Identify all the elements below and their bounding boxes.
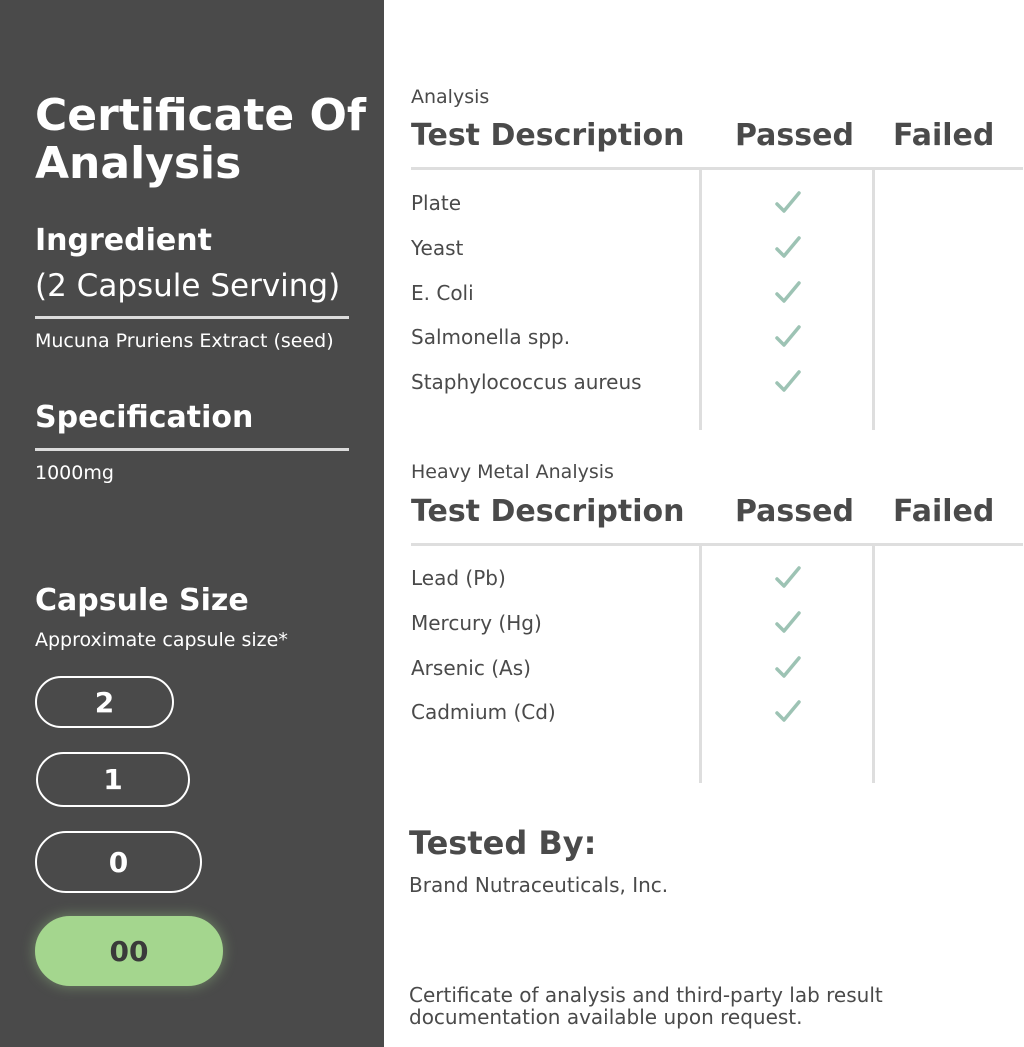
- capsule-size-heading: Capsule Size: [35, 583, 249, 618]
- analysis-header-test: Test Description: [411, 118, 685, 153]
- specification-heading: Specification: [35, 400, 254, 435]
- capsule-size-0[interactable]: 0: [35, 831, 202, 893]
- documentation-footnote: Certificate of analysis and third-party lab result documentation available upon request.: [409, 983, 883, 1029]
- page-title: Certificate Of Analysis: [35, 90, 367, 189]
- heavy-metal-section-label: Heavy Metal Analysis: [411, 461, 614, 483]
- check-icon: [774, 609, 802, 637]
- check-icon: [774, 654, 802, 682]
- sidebar: [0, 0, 384, 1047]
- check-icon: [774, 698, 802, 726]
- capsule-size-00[interactable]: 00: [35, 916, 223, 986]
- analysis-header-divider: [411, 167, 1023, 170]
- heavy-metal-header-divider: [411, 543, 1023, 546]
- analysis-column-divider-2: [872, 170, 875, 430]
- heavy-metal-row-label: Arsenic (As): [411, 655, 531, 680]
- analysis-header-passed: Passed: [735, 118, 854, 153]
- check-icon: [774, 564, 802, 592]
- specification-divider: [35, 448, 349, 451]
- heavy-metal-row-label: Mercury (Hg): [411, 610, 542, 635]
- ingredient-serving: (2 Capsule Serving): [35, 268, 341, 304]
- check-icon: [774, 323, 802, 351]
- analysis-section-label: Analysis: [411, 86, 490, 108]
- check-icon: [774, 234, 802, 262]
- ingredient-divider: [35, 316, 349, 319]
- heavy-metal-column-divider-2: [872, 546, 875, 783]
- heavy-metal-column-divider-1: [699, 546, 702, 783]
- analysis-row-label: Staphylococcus aureus: [411, 370, 642, 395]
- check-icon: [774, 189, 802, 217]
- ingredient-heading: Ingredient: [35, 223, 212, 258]
- heavy-metal-header-test: Test Description: [411, 494, 685, 529]
- tested-by-heading: Tested By:: [409, 824, 597, 862]
- check-icon: [774, 368, 802, 396]
- heavy-metal-header-failed: Failed: [893, 494, 995, 529]
- capsule-size-2[interactable]: 2: [35, 676, 174, 728]
- analysis-row-label: E. Coli: [411, 280, 474, 305]
- tested-by-value: Brand Nutraceuticals, Inc.: [409, 873, 669, 897]
- heavy-metal-header-passed: Passed: [735, 494, 854, 529]
- analysis-row-label: Yeast: [411, 235, 464, 260]
- capsule-size-1[interactable]: 1: [36, 752, 190, 807]
- specification-value: 1000mg: [35, 462, 114, 484]
- ingredient-value: Mucuna Pruriens Extract (seed): [35, 330, 334, 352]
- heavy-metal-row-label: Cadmium (Cd): [411, 700, 556, 725]
- heavy-metal-row-label: Lead (Pb): [411, 566, 506, 590]
- analysis-header-failed: Failed: [893, 118, 995, 153]
- analysis-row-label: Plate: [411, 191, 462, 215]
- analysis-row-label: Salmonella spp.: [411, 325, 571, 350]
- analysis-column-divider-1: [699, 170, 702, 430]
- check-icon: [774, 279, 802, 307]
- capsule-size-subtitle: Approximate capsule size*: [35, 629, 288, 651]
